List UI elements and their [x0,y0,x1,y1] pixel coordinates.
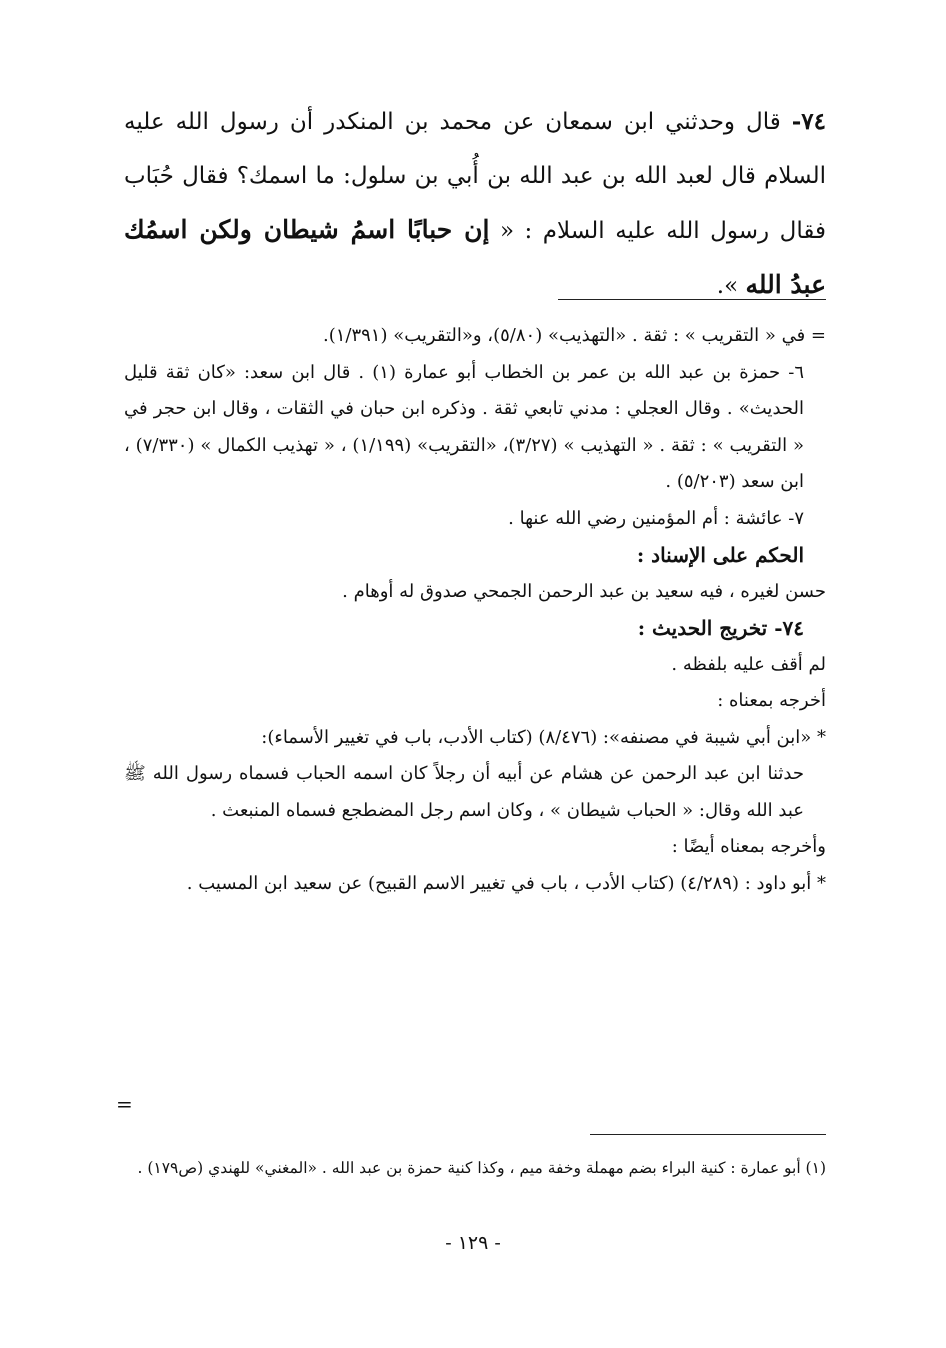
takhrij-text: أخرجه بمعناه : [717,690,826,711]
footnote-text: (١) أبو عمارة : كنية البراء بضم مهملة وخفة ميم ، وكذا كنية حمزة بن عبد الله . «المغني» للهندي (ص١٧٩) . [137,1159,826,1177]
quoted-narration: حدثنا ابن عبد الرحمن عن هشام عن أبيه أن رجلاً كان اسمه الحباب فسماه رسول الله ﷺ عبد الله وقال: « الحباب شيطان » ، وكان اسم رجل المضطجع فسماه المنبعث . [124,763,804,821]
continuation-mark: = [116,1092,133,1116]
takhrij-text: لم أقف عليه بلفظه . [671,653,826,675]
section-heading: ٧٤- تخريج الحديث : [637,616,804,640]
section-heading: الحكم على الإسناد : [636,543,804,567]
hadith-quote: إن حبابًا اسمُ شيطان ولكن اسمُك عبدُ الله [124,215,826,299]
hadith-number: ٧٤- [791,108,826,135]
source-citation: * «ابن أبي شيبة في مصنفه»: (٨/٤٧٦) (كتاب الأدب، باب في تغيير الأسماء): [261,726,826,748]
narrator-note: ٧- عائشة : أم المؤمنين رضي الله عنها . [508,507,804,529]
footnote-divider [590,1134,826,1135]
takhrij-text: وأخرجه بمعناه أيضًا : [671,836,826,857]
hadith-end: ». [716,273,746,299]
page-number: - ١٢٩ - [445,1232,501,1254]
source-citation: * أبو داود : (٤/٢٨٩) (كتاب الأدب ، باب في تغيير الاسم القبيح) عن سعيد ابن المسيب . [186,872,826,894]
hadith-text [124,95,826,313]
narrator-note: ٦- حمزة بن عبد الله بن عمر بن الخطاب أبو عمارة (١) . قال ابن سعد: «كان ثقة قليل الحديث» . وقال العجلي : مدني تابعي ثقة . وذكره ابن حبان في الثقات ، وقال ابن حجر في « التقريب » : ثقة . « التهذيب » (٣/٢٧)، «التقريب» (١/١٩٩) ، « تهذيب الكمال » (٧/٣٣٠) ، ابن سعد (٥/٢٠٣) . [124,361,805,492]
section-divider [558,299,826,300]
footnote [124,1152,826,1185]
grading-text: حسن لغيره ، فيه سعيد بن عبد الرحمن الجمحي صدوق له أوهام . [342,580,826,602]
note-line: = في « التقريب » : ثقة . «التهذيب» (٥/٨٠)، و«التقريب» (١/٣٩١). [322,325,826,346]
hadith-body: قال وحدثني ابن سمعان عن محمد بن المنكدر أن رسول الله عليه السلام قال لعبد الله بن عبد الله بن أُبي بن سلول: ما اسمك؟ فقال حُبَاب فقال رسول الله عليه السلام : « [124,109,826,244]
commentary [124,318,826,902]
